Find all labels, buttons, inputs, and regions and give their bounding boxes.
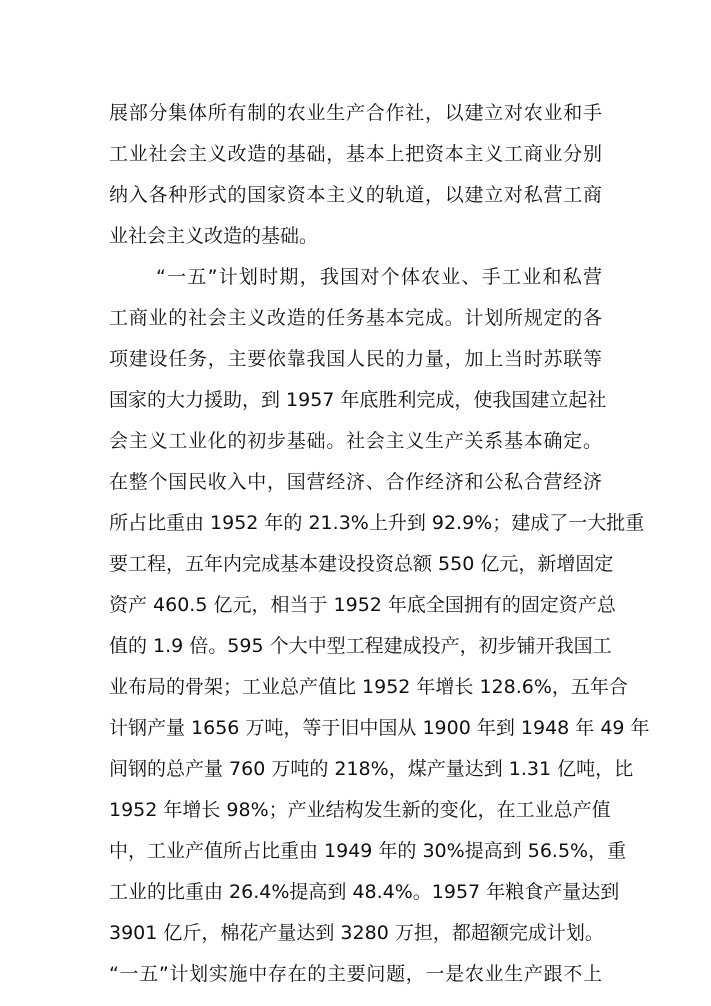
text-line: 纳入各种形式的国家资本主义的轨道，以建立对私营工商 (109, 184, 602, 206)
text-line: 要工程，五年内完成基本建设投资总额 550 亿元，新增固定 (109, 553, 614, 575)
text-line: 工业社会主义改造的基础，基本上把资本主义工商业分别 (109, 143, 602, 165)
text-line: 项建设任务，主要依靠我国人民的力量，加上当时苏联等 (109, 348, 602, 370)
text-line: 中，工业产值所占比重由 1949 年的 30%提高到 56.5%，重 (109, 840, 627, 862)
text-line: 所占比重由 1952 年的 21.3%上升到 92.9%；建成了一大批重 (109, 512, 645, 534)
text-line: 1952 年增长 98%；产业结构发生新的变化，在工业总产值 (109, 799, 611, 821)
text-line: 值的 1.9 倍。595 个大中型工程建成投产，初步铺开我国工 (109, 635, 612, 657)
text-line: 间钢的总产量 760 万吨的 218%，煤产量达到 1.31 亿吨，比 (109, 758, 634, 780)
text-line: 会主义工业化的初步基础。社会主义生产关系基本确定。 (109, 430, 602, 452)
text-line: 展部分集体所有制的农业生产合作社，以建立对农业和手 (109, 102, 602, 124)
text-line: 工业的比重由 26.4%提高到 48.4%。1957 年粮食产量达到 (109, 881, 620, 903)
text-line: 资产 460.5 亿元，相当于 1952 年底全国拥有的固定资产总 (109, 594, 616, 616)
text-line: 工商业的社会主义改造的任务基本完成。计划所规定的各 (109, 307, 602, 329)
text-line: 在整个国民收入中，国营经济、合作经济和公私合营经济 (109, 471, 602, 493)
text-line: “一五”计划实施中存在的主要问题，一是农业生产跟不上 (109, 963, 602, 985)
text-line: 计钢产量 1656 万吨，等于旧中国从 1900 年到 1948 年 49 年 (109, 717, 650, 739)
paragraph-first-line: “一五”计划时期，我国对个体农业、手工业和私营 (156, 266, 602, 288)
text-line: 业社会主义改造的基础。 (109, 225, 319, 247)
text-line: 业布局的骨架；工业总产值比 1952 年增长 128.6%，五年合 (109, 676, 628, 698)
text-line: 3901 亿斤，棉花产量达到 3280 万担，都超额完成计划。 (109, 922, 604, 944)
text-line: 国家的大力援助，到 1957 年底胜利完成，使我国建立起社 (109, 389, 607, 411)
